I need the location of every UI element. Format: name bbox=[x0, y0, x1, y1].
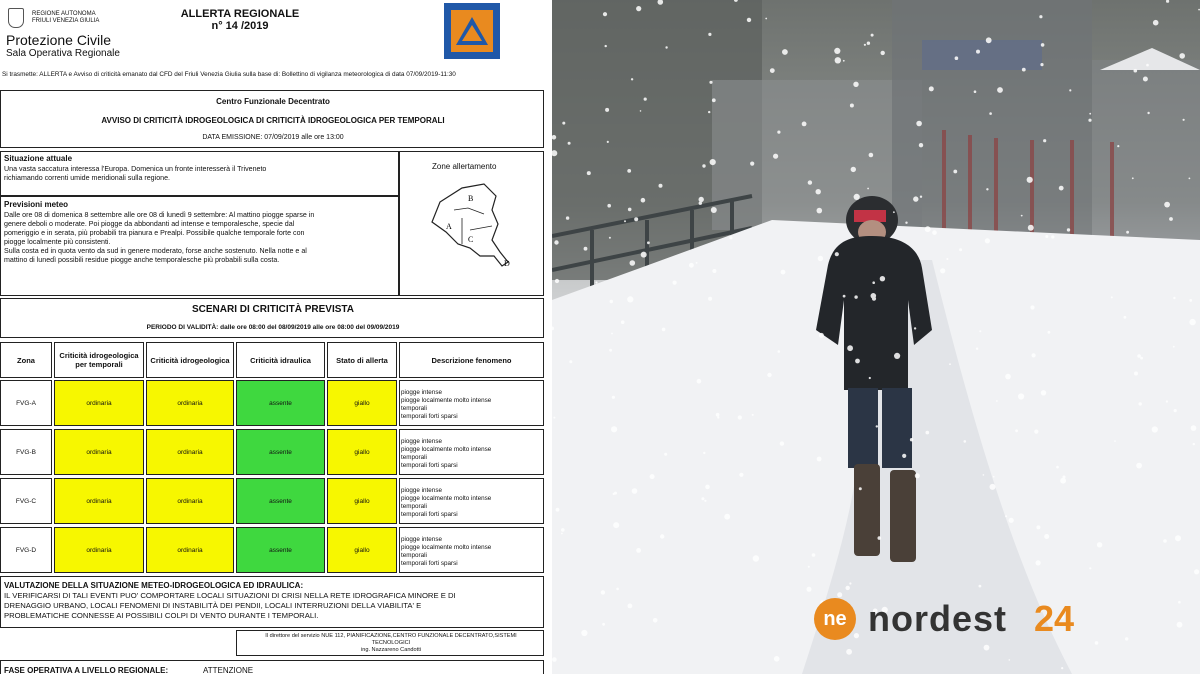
previsioni-line: Dalle ore 08 di domenica 8 settembre alle ore 08 di lunedì 9 settembre: Al mattino piogge sparse in bbox=[4, 211, 315, 219]
zone-label-d: D bbox=[504, 259, 510, 268]
nordest24-watermark bbox=[812, 596, 1102, 642]
desc-line: piogge localmente molto intense bbox=[401, 495, 492, 502]
org-name: Protezione Civile bbox=[6, 32, 112, 48]
valutazione-line: DRENAGGIO URBANO, LOCALI FENOMENI DI INSTABILITÀ DEI PENDII, LOCALI INTERRUZIONI DELLA VIABILITA' E bbox=[4, 601, 422, 610]
avviso-center: Centro Funzionale Decentrato bbox=[216, 97, 330, 106]
valutazione-line: PROBLEMATICHE CONNESSE AI POSSIBILI COLPI DI VENTO DURANTE I TEMPORALI. bbox=[4, 611, 319, 620]
region-line1: REGIONE AUTONOMA bbox=[32, 11, 96, 17]
table-cell-idrogeologica: ordinaria bbox=[146, 527, 234, 573]
desc-line: temporali bbox=[401, 405, 427, 412]
nordest24-logo-icon bbox=[814, 598, 856, 640]
table-cell-idraulica: assente bbox=[236, 380, 325, 426]
previsioni-box bbox=[0, 196, 399, 296]
situazione-line1: Una vasta saccatura interessa l'Europa. Domenica un fronte interesserà il Triveneto bbox=[4, 165, 267, 173]
table-cell-descrizione bbox=[399, 478, 544, 524]
previsioni-title: Previsioni meteo bbox=[4, 200, 69, 209]
table-cell-descrizione bbox=[399, 527, 544, 573]
desc-line: temporali bbox=[401, 552, 427, 559]
table-cell-temporali: ordinaria bbox=[54, 478, 144, 524]
table-cell-idraulica: assente bbox=[236, 429, 325, 475]
th-idraulica: Criticità idraulica bbox=[236, 342, 325, 378]
previsioni-line: mattino di lunedì possibili residue piogge anche temporalesche più probabili sulla costa. bbox=[4, 256, 280, 264]
th-temporali: Criticità idrogeologica per temporali bbox=[54, 342, 144, 378]
alert-document bbox=[0, 0, 548, 674]
table-cell-allerta: giallo bbox=[327, 380, 397, 426]
snow-scene-illustration bbox=[552, 0, 1200, 674]
previsioni-line: piogge localmente più consistenti. bbox=[4, 238, 111, 246]
table-row-zona: FVG-B bbox=[0, 429, 52, 475]
region-logo bbox=[4, 6, 116, 30]
table-cell-allerta: giallo bbox=[327, 478, 397, 524]
table-cell-idrogeologica: ordinaria bbox=[146, 478, 234, 524]
table-row-zona: FVG-C bbox=[0, 478, 52, 524]
desc-line: piogge intense bbox=[401, 536, 442, 543]
situazione-box bbox=[0, 151, 399, 196]
table-cell-idrogeologica: ordinaria bbox=[146, 429, 234, 475]
th-allerta: Stato di allerta bbox=[327, 342, 397, 378]
th-idrogeologica: Criticità idrogeologica bbox=[146, 342, 234, 378]
avviso-title: AVVISO DI CRITICITÀ IDROGEOLOGICA DI CRITICITÀ IDROGEOLOGICA PER TEMPORALI bbox=[101, 116, 445, 125]
th-zona: Zona bbox=[0, 342, 52, 378]
desc-line: piogge intense bbox=[401, 389, 442, 396]
table-row-zona: FVG-D bbox=[0, 527, 52, 573]
fase-label: FASE OPERATIVA A LIVELLO REGIONALE: bbox=[4, 666, 169, 674]
scenari-title: SCENARI DI CRITICITÀ PREVISTA bbox=[191, 304, 355, 315]
region-crest-icon bbox=[8, 8, 24, 28]
fase-value: ATTENZIONE bbox=[203, 666, 254, 674]
previsioni-line: pomeriggio e in serata, più probabili tra pianura e Prealpi. Possibile qualche temporale forte con bbox=[4, 229, 305, 237]
table-row-zona: FVG-A bbox=[0, 380, 52, 426]
desc-line: piogge localmente molto intense bbox=[401, 446, 492, 453]
triangle-emblem-icon bbox=[444, 3, 500, 59]
th-descrizione: Descrizione fenomeno bbox=[399, 342, 544, 378]
valutazione-title: VALUTAZIONE DELLA SITUAZIONE METEO-IDROGEOLOGICA ED IDRAULICA: bbox=[4, 581, 304, 590]
desc-line: piogge intense bbox=[401, 438, 442, 445]
brand-24: 24 bbox=[1034, 598, 1075, 639]
zone-label-b: B bbox=[468, 194, 474, 203]
avviso-emission: DATA EMISSIONE: 07/09/2019 alle ore 13:00 bbox=[202, 134, 344, 141]
table-cell-idraulica: assente bbox=[236, 478, 325, 524]
zone-map-icon bbox=[400, 152, 545, 297]
desc-line: temporali forti sparsi bbox=[401, 560, 458, 567]
desc-line: piogge localmente molto intense bbox=[401, 397, 492, 404]
valutazione-box bbox=[0, 576, 544, 628]
logo-letters: ne bbox=[823, 607, 847, 630]
avviso-box bbox=[0, 90, 544, 148]
signature-line2: TECNOLOGICI bbox=[371, 640, 411, 646]
situazione-title: Situazione attuale bbox=[4, 154, 73, 163]
previsioni-line: Sulla costa ed in quota vento da sud in genere moderato, forse anche sostenuto. Nella notte e al bbox=[4, 247, 307, 255]
snow-photo bbox=[552, 0, 1200, 674]
situazione-line2: richiamando correnti umide meridionali sulla regione. bbox=[4, 174, 170, 182]
table-cell-allerta: giallo bbox=[327, 527, 397, 573]
zone-map-title: Zone allertamento bbox=[432, 162, 497, 171]
desc-line: temporali forti sparsi bbox=[401, 413, 458, 420]
desc-line: piogge intense bbox=[401, 487, 442, 494]
signature-box bbox=[236, 630, 544, 656]
desc-line: temporali forti sparsi bbox=[401, 462, 458, 469]
fase-box bbox=[0, 660, 544, 674]
table-cell-allerta: giallo bbox=[327, 429, 397, 475]
table-cell-descrizione bbox=[399, 380, 544, 426]
signature-line1: Il direttore del servizio NUE 112, PIANIFICAZIONE,CENTRO FUNZIONALE DECENTRATO,SISTEMI bbox=[265, 633, 517, 639]
table-cell-idrogeologica: ordinaria bbox=[146, 380, 234, 426]
table-cell-idraulica: assente bbox=[236, 527, 325, 573]
alert-number: n° 14 /2019 bbox=[211, 20, 269, 32]
transmit-line: Si trasmette: ALLERTA e Avviso di criticità emanato dal CFD del Friuli Venezia Giulia sulla base di: Bollettino di vigilanza meteorologica di data 07/09/2019-11:30 bbox=[2, 71, 456, 78]
desc-line: temporali bbox=[401, 503, 427, 510]
table-cell-temporali: ordinaria bbox=[54, 380, 144, 426]
civil-protection-logo bbox=[444, 3, 500, 59]
zone-label-c: C bbox=[468, 235, 474, 244]
zone-map-box bbox=[399, 151, 544, 296]
desc-line: piogge localmente molto intense bbox=[401, 544, 492, 551]
table-cell-temporali: ordinaria bbox=[54, 527, 144, 573]
scenari-period: PERIODO DI VALIDITÀ: dalle ore 08:00 del 08/09/2019 alle ore 08:00 del 09/09/2019 bbox=[146, 324, 400, 331]
scenari-box bbox=[0, 298, 544, 338]
desc-line: temporali bbox=[401, 454, 427, 461]
alert-title: ALLERTA REGIONALE bbox=[180, 8, 300, 20]
desc-line: temporali forti sparsi bbox=[401, 511, 458, 518]
org-sub: Sala Operativa Regionale bbox=[6, 48, 120, 59]
brand-nordest: nordest bbox=[868, 598, 1008, 639]
zone-label-a: A bbox=[446, 222, 452, 231]
signature-line3: ing. Nazzareno Candotti bbox=[360, 647, 421, 653]
table-cell-descrizione bbox=[399, 429, 544, 475]
previsioni-line: genere deboli o moderate. Poi piogge da abbondanti ad intense e temporalesche, specie dal bbox=[4, 220, 295, 228]
table-cell-temporali: ordinaria bbox=[54, 429, 144, 475]
region-line2: FRIULI VENEZIA GIULIA bbox=[32, 18, 100, 24]
valutazione-line: IL VERIFICARSI DI TALI EVENTI PUO' COMPORTARE LOCALI SITUAZIONI DI CRISI NELLA RETE IDROGRAFICA MINORE E DI bbox=[4, 591, 456, 600]
